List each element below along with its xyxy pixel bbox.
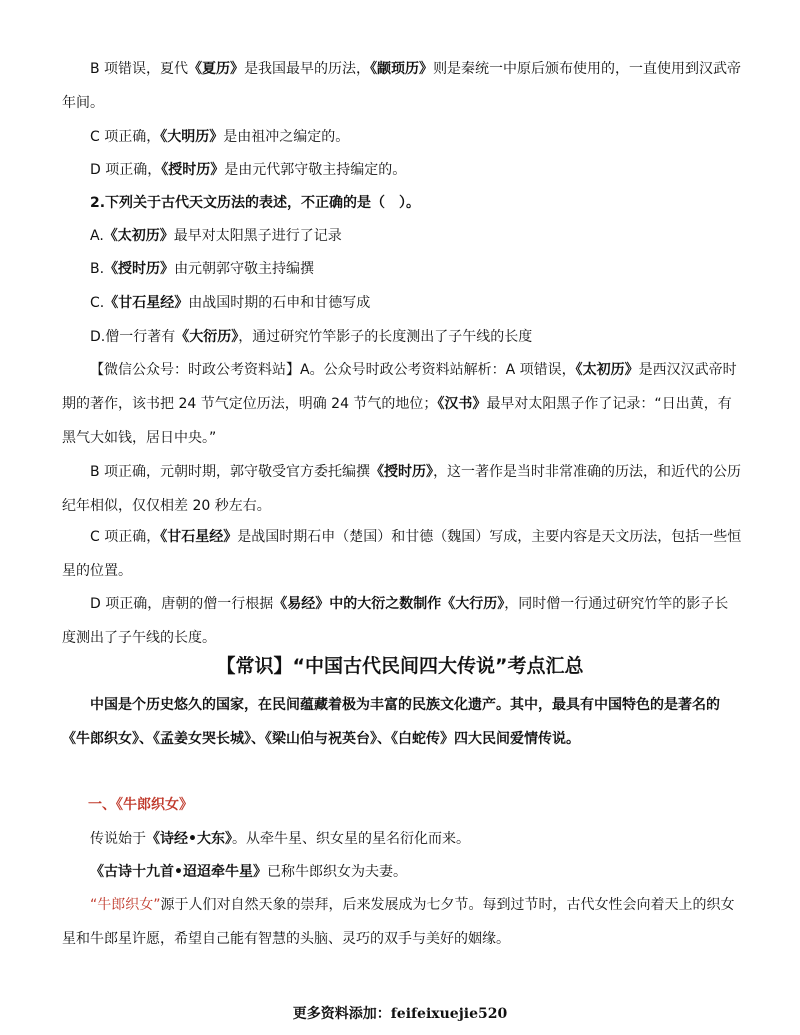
- intro-paragraph: 中国是个历史悠久的国家，在民间蕴藏着极为丰富的民族文化遗产。其中，最具有中国特色的是著名的《牛郎织女》、《孟姜女哭长城》、《梁山伯与祝英台》、《白蛇传》四大民间爱情传说。: [62, 697, 720, 747]
- paragraph-b-xia: B 项错误，夏代《夏历》是我国最早的历法，《颛顼历》则是秦统一中原后颁布使用的，一直使用到汉武帝年间。: [62, 61, 742, 111]
- answer-b: B 项正确，元朝时期，郭守敬受官方委托编撰《授时历》，这一著作是当时非常准确的历法，和近代的公历纪年相似，仅仅相差 20 秒左右。: [62, 464, 742, 514]
- niulang-poem: 《古诗十九首•迢迢牵牛星》已称牛郎织女为夫妻。: [90, 864, 407, 880]
- footer-contact: 更多资料添加：feifeixuejie520: [292, 1006, 508, 1022]
- niulang-festival: “牛郎织女”源于人们对自然天象的崇拜，后来发展成为七夕节。每到过节时，古代女性会向着天上的织女星和牛郎星许愿，希望自己能有智慧的头脑、灵巧的双手与美好的姻缘。: [62, 897, 735, 947]
- answer-analysis: 【微信公众号：时政公考资料站】A。公众号时政公考资料站解析：A 项错误，《太初历》是西汉汉武帝时期的著作，该书把 24 节气定位历法，明确 24 节气的地位；《汉书》最早对太阳黑子作了记录：“日出黄，有黑气大如钱，居日中央。”: [62, 362, 737, 446]
- answer-c: C 项正确，《甘石星经》是战国时期石申（楚国）和甘德（魏国）写成，主要内容是天文历法，包括一些恒星的位置。: [62, 529, 742, 579]
- paragraph-c-daming: C 项正确，《大明历》是由祖冲之编定的。: [90, 129, 350, 145]
- option-a: A.《太初历》最早对太阳黑子进行了记录: [90, 228, 342, 244]
- niulang-origin: 传说始于《诗经•大东》。从牵牛星、织女星的星名衍化而来。: [90, 831, 470, 847]
- option-b: B.《授时历》由元朝郭守敬主持编撰: [90, 261, 315, 277]
- answer-d: D 项正确，唐朝的僧一行根据《易经》中的大衍之数制作《大行历》，同时僧一行通过研究竹竿的影子长度测出了子午线的长度。: [62, 596, 729, 646]
- section-heading: 【常识】“中国古代民间四大传说”考点汇总: [216, 655, 584, 677]
- section-title-niulang: 一、《牛郎织女》: [88, 797, 193, 813]
- option-d: D.僧一行著有《大衍历》，通过研究竹竿影子的长度测出了子午线的长度: [90, 329, 533, 345]
- paragraph-d-shoushi: D 项正确，《授时历》是由元代郭守敬主持编定的。: [90, 162, 407, 178]
- question-2: 2.下列关于古代天文历法的表述，不正确的是（ ）。: [90, 195, 421, 211]
- option-c: C.《甘石星经》由战国时期的石申和甘德写成: [90, 295, 371, 311]
